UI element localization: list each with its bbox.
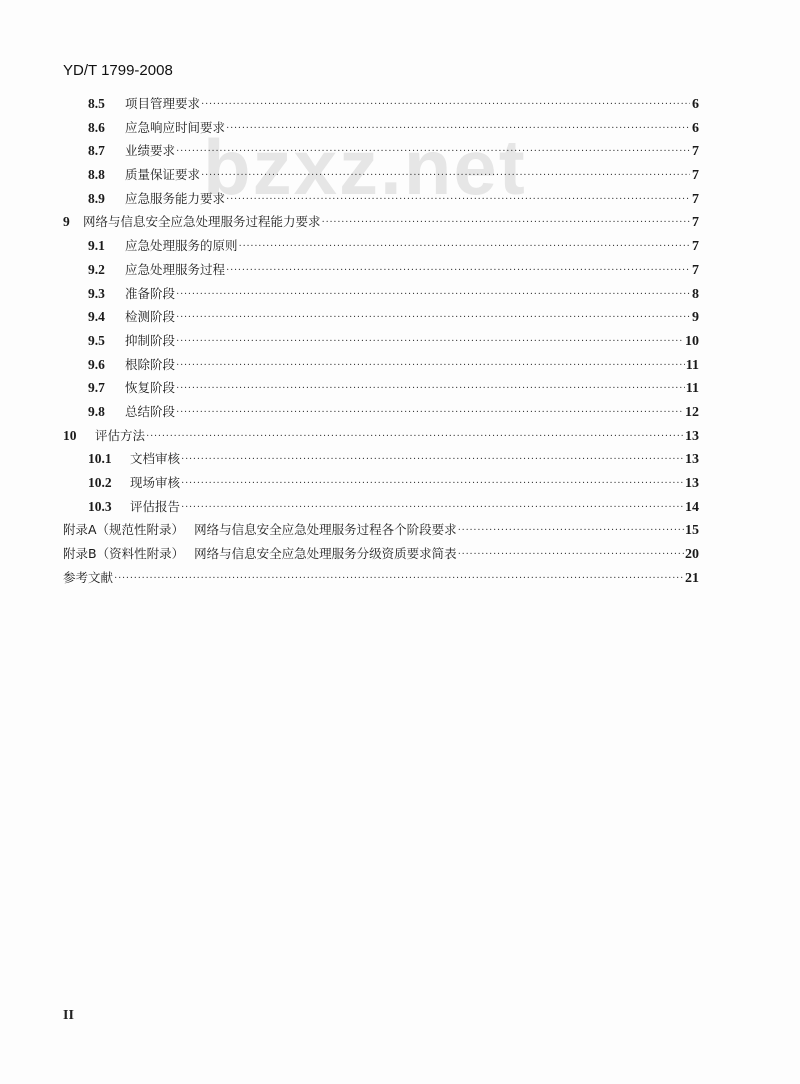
toc-entry-number: 8.5 xyxy=(88,96,105,111)
toc-dot-leader xyxy=(176,330,684,354)
toc-entry-8-7[interactable] xyxy=(63,139,699,163)
toc-entry-title: 评估报告 xyxy=(130,498,181,514)
toc-dot-leader xyxy=(458,519,684,543)
toc-entry-page: 13 xyxy=(685,476,699,491)
toc-dot-leader xyxy=(114,567,684,591)
toc-entry-title: 现场审核 xyxy=(130,475,181,490)
toc-entry-number: 9.3 xyxy=(88,285,105,301)
toc-entry-9-2[interactable] xyxy=(63,258,699,282)
toc-entry-number: 8.9 xyxy=(88,190,105,206)
toc-entry-page: 13 xyxy=(685,428,699,444)
toc-dot-leader xyxy=(201,164,690,188)
toc-entry-9-4[interactable] xyxy=(63,305,699,329)
toc-dot-leader xyxy=(176,401,684,425)
toc-dot-leader xyxy=(322,211,690,235)
toc-entry-9-1[interactable] xyxy=(63,234,699,258)
page-number-footer: II xyxy=(63,1008,74,1023)
toc-entry-title: 应急处理服务过程 xyxy=(125,261,226,277)
toc-entry-page: 7 xyxy=(692,262,699,278)
toc-entry-title: 总结阶段 xyxy=(125,403,176,419)
toc-entry-number: 8.7 xyxy=(88,143,105,159)
toc-entry-title: 根除阶段 xyxy=(125,356,176,372)
toc-entry-10-2[interactable] xyxy=(63,471,699,495)
toc-entry-number: 10.2 xyxy=(88,475,112,490)
toc-dot-leader xyxy=(181,496,684,520)
toc-entry-page: 7 xyxy=(692,215,699,231)
toc-dot-leader xyxy=(176,377,685,401)
toc-entry-8-8[interactable] xyxy=(63,163,699,187)
toc-entry-appendix-b[interactable] xyxy=(63,542,699,566)
toc-entry-page: 15 xyxy=(685,523,699,539)
toc-entry-number: 9.8 xyxy=(88,403,105,419)
toc-dot-leader xyxy=(146,425,684,449)
toc-entry-title: 评估方法 xyxy=(95,427,146,443)
toc-dot-leader xyxy=(181,448,684,472)
toc-entry-title: 抑制阶段 xyxy=(125,332,176,348)
toc-entry-number: 9.6 xyxy=(88,356,105,372)
table-of-contents xyxy=(63,92,699,589)
toc-entry-number: 9.2 xyxy=(88,261,105,277)
toc-entry-title: 应急响应时间要求 xyxy=(125,119,226,135)
toc-entry-number: 9.1 xyxy=(88,238,105,254)
toc-entry-10-1[interactable] xyxy=(63,447,699,471)
toc-entry-title: 检测阶段 xyxy=(125,309,176,325)
toc-dot-leader xyxy=(458,543,684,567)
toc-entry-9-5[interactable] xyxy=(63,329,699,353)
toc-entry-page: 7 xyxy=(692,191,699,207)
toc-entry-references[interactable] xyxy=(63,566,699,590)
toc-dot-leader xyxy=(176,354,685,378)
toc-dot-leader xyxy=(176,283,690,307)
toc-dot-leader xyxy=(226,117,690,141)
toc-entry-title: 质量保证要求 xyxy=(125,167,201,183)
toc-dot-leader xyxy=(239,235,690,259)
toc-dot-leader xyxy=(176,140,690,164)
toc-entry-page: 9 xyxy=(692,310,699,326)
toc-dot-leader xyxy=(226,259,690,283)
toc-entry-title: 网络与信息安全应急处理服务过程能力要求 xyxy=(83,214,321,230)
toc-dot-leader xyxy=(176,306,690,330)
toc-entry-number: 10.3 xyxy=(88,498,112,514)
toc-entry-page: 6 xyxy=(692,97,699,112)
toc-entry-9[interactable] xyxy=(63,210,699,234)
toc-entry-page: 20 xyxy=(685,547,699,563)
toc-entry-10-3[interactable] xyxy=(63,495,699,519)
toc-entry-title: 网络与信息安全应急处理服务分级资质要求简表 xyxy=(194,546,457,562)
toc-entry-title: 应急服务能力要求 xyxy=(125,190,226,206)
toc-entry-number: 10.1 xyxy=(88,451,112,467)
watermark: bzxz.net xyxy=(203,123,527,211)
toc-entry-title: 项目管理要求 xyxy=(125,96,201,111)
toc-entry-8-5[interactable] xyxy=(63,92,699,116)
toc-entry-number: 10 xyxy=(63,427,77,443)
toc-entry-number: 8.8 xyxy=(88,167,105,183)
toc-entry-page: 13 xyxy=(685,452,699,468)
toc-entry-number: 8.6 xyxy=(88,119,105,135)
toc-entry-title: 网络与信息安全应急处理服务过程各个阶段要求 xyxy=(194,522,457,538)
toc-entry-8-6[interactable] xyxy=(63,116,699,140)
toc-appendix-label: 附录A（规范性附录） xyxy=(63,522,185,538)
toc-entry-appendix-a[interactable] xyxy=(63,518,699,542)
toc-entry-page: 7 xyxy=(692,239,699,255)
toc-entry-9-8[interactable] xyxy=(63,400,699,424)
toc-entry-page: 11 xyxy=(685,357,699,373)
toc-entry-page: 7 xyxy=(692,144,699,160)
toc-dot-leader xyxy=(201,93,690,117)
toc-entry-number: 9.7 xyxy=(88,380,105,396)
toc-entry-9-6[interactable] xyxy=(63,353,699,377)
toc-entry-page: 11 xyxy=(685,381,699,397)
toc-appendix-label: 附录B（资料性附录） xyxy=(63,546,185,562)
toc-entry-title: 参考文献 xyxy=(63,569,114,585)
standard-code-header: YD/T 1799-2008 xyxy=(63,62,173,79)
toc-entry-9-7[interactable] xyxy=(63,376,699,400)
toc-entry-number: 9 xyxy=(63,214,70,230)
toc-entry-page: 6 xyxy=(692,120,699,136)
toc-entry-9-3[interactable] xyxy=(63,282,699,306)
toc-dot-leader xyxy=(181,472,684,496)
toc-dot-leader xyxy=(226,188,690,212)
toc-entry-page: 8 xyxy=(692,286,699,302)
toc-entry-page: 10 xyxy=(685,333,699,349)
toc-entry-title: 应急处理服务的原则 xyxy=(125,238,238,254)
toc-entry-page: 12 xyxy=(685,404,699,420)
toc-entry-page: 14 xyxy=(685,499,699,515)
toc-entry-8-9[interactable] xyxy=(63,187,699,211)
toc-entry-10[interactable] xyxy=(63,424,699,448)
toc-entry-page: 21 xyxy=(685,570,699,586)
toc-entry-number: 9.4 xyxy=(88,309,105,325)
toc-entry-number: 9.5 xyxy=(88,332,105,348)
toc-entry-title: 业绩要求 xyxy=(125,143,176,159)
toc-entry-title: 恢复阶段 xyxy=(125,380,176,396)
toc-entry-title: 文档审核 xyxy=(130,451,181,467)
toc-entry-title: 准备阶段 xyxy=(125,285,176,301)
toc-entry-page: 7 xyxy=(692,168,699,184)
